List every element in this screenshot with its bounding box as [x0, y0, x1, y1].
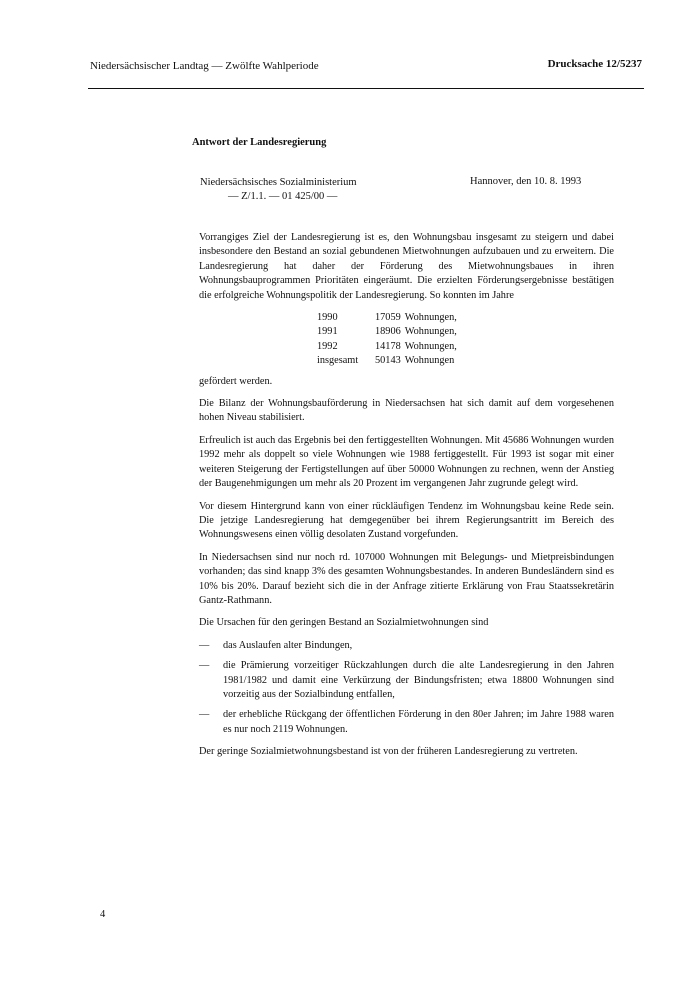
- year-cell: 1992: [317, 340, 338, 352]
- table-row: [317, 311, 463, 325]
- paragraph: Die Bilanz der Wohnungsbauförderung in Niedersachsen hat sich damit auf dem vorgesehenen hohen Niveau stabilisiert.: [199, 398, 614, 424]
- list-item-text: der erhebliche Rückgang der öffentlichen Förderung in den 80er Jahren; im Jahre 1988 waren es nur noch 2119 Wohnungen.: [223, 709, 614, 735]
- year-cell: insgesamt: [317, 355, 359, 367]
- list-item-text: das Auslaufen alter Bindungen,: [223, 639, 353, 651]
- unit-cell: Wohnungen,: [404, 326, 457, 338]
- table-row: [317, 325, 463, 339]
- year-cell: 1990: [317, 312, 338, 324]
- paragraph: In Niedersachsen sind nur noch rd. 107000 Wohnungen mit Belegungs- und Mietpreisbindungen vorhanden; das sind knapp 3% des gesamten Wohnungsbestandes. In anderen Bundesländern sind es 10% bis 20%. Darauf bezieht sich die in der Anfrage zitierte Erklärung von Frau Staatssekretärin Gantz-Rathmann.: [199, 551, 614, 606]
- table-row: [317, 354, 463, 368]
- dash-bullet: —: [199, 639, 210, 651]
- list-item-text: die Prämierung vorzeitiger Rückzahlungen durch die alte Landesregierung in den Jahren 1981/1982 und damit eine Verkürzung der Bindungsfristen; etwa 18800 Wohnungen sind vorzeitig aus der Sozialbindung entfallen,: [223, 660, 614, 700]
- count-cell: 50143: [375, 355, 401, 367]
- header-title: Niedersächsischer Landtag — Zwölfte Wahlperiode: [90, 60, 319, 72]
- list-item: [199, 639, 614, 653]
- list-item: [199, 659, 614, 702]
- unit-cell: Wohnungen: [404, 355, 455, 367]
- reference-number: — Z/1.1. — 01 425/00 —: [228, 191, 338, 202]
- place-date: Hannover, den 10. 8. 1993: [470, 176, 582, 187]
- paragraph: Erfreulich ist auch das Ergebnis bei den fertiggestellten Wohnungen. Mit 45686 Wohnungen wurden 1992 mehr als doppelt so viele Wohnungen wie 1988 fertiggestellt. Für 1993 ist sogar mit einer weiteren Steigerung der Fertigstellungen auf über 50000 Wohnungen zu rechnen, wenn der Anstieg der Baugenehmigungen um mehr als 20 Prozent im vergangenen Jahr zugrunde gelegt wird.: [199, 434, 614, 490]
- dash-bullet: —: [199, 660, 210, 672]
- paragraph: Vorrangiges Ziel der Landesregierung ist es, den Wohnungsbau insgesamt zu steigern und dabei insbesondere den Bestand an sozial gebundenen Mietwohnungen aufzubauen und zu erweitern. Die Landesregierung hat daher der Förderung des Mietwohnungsbaues in ihren Wohnungsbauprogrammen Prioritäten eingeräumt. Die erzielten Förderungsergebnisse bestätigen die erfolgreiche Wohnungspolitik der Landesregierung. So konnten im Jahre: [199, 232, 614, 301]
- section-title: Antwort der Landesregierung: [192, 137, 327, 148]
- paragraph: Die Ursachen für den geringen Bestand an Sozialmietwohnungen sind: [199, 617, 489, 629]
- count-cell: 17059: [375, 312, 401, 324]
- body-text: [199, 231, 614, 768]
- list-item: [199, 708, 614, 737]
- paragraph: Vor diesem Hintergrund kann von einer rückläufigen Tendenz im Wohnungsbau keine Rede sein. Die jetzige Landesregierung hat demgegenüber bei ihrem Regierungsantritt im Bereich des Wohnungswesens einen völlig desolaten Zustand vorgefunden.: [199, 500, 614, 541]
- causes-list: [199, 639, 614, 737]
- count-cell: 18906: [375, 326, 401, 338]
- header-rule: [88, 88, 644, 89]
- sender-block: [200, 176, 357, 204]
- table-row: [317, 340, 463, 354]
- count-cell: 14178: [375, 340, 401, 352]
- paragraph: gefördert werden.: [199, 375, 273, 387]
- unit-cell: Wohnungen,: [404, 312, 457, 324]
- document-number: Drucksache 12/5237: [547, 58, 642, 70]
- ministry-name: Niedersächsisches Sozialministerium: [200, 177, 357, 188]
- dash-bullet: —: [199, 709, 210, 721]
- unit-cell: Wohnungen,: [404, 340, 457, 352]
- paragraph: Der geringe Sozialmietwohnungsbestand ist von der früheren Landesregierung zu vertreten.: [199, 746, 578, 758]
- page-number: 4: [100, 909, 106, 920]
- year-cell: 1991: [317, 326, 338, 338]
- statistics-table: [317, 311, 463, 369]
